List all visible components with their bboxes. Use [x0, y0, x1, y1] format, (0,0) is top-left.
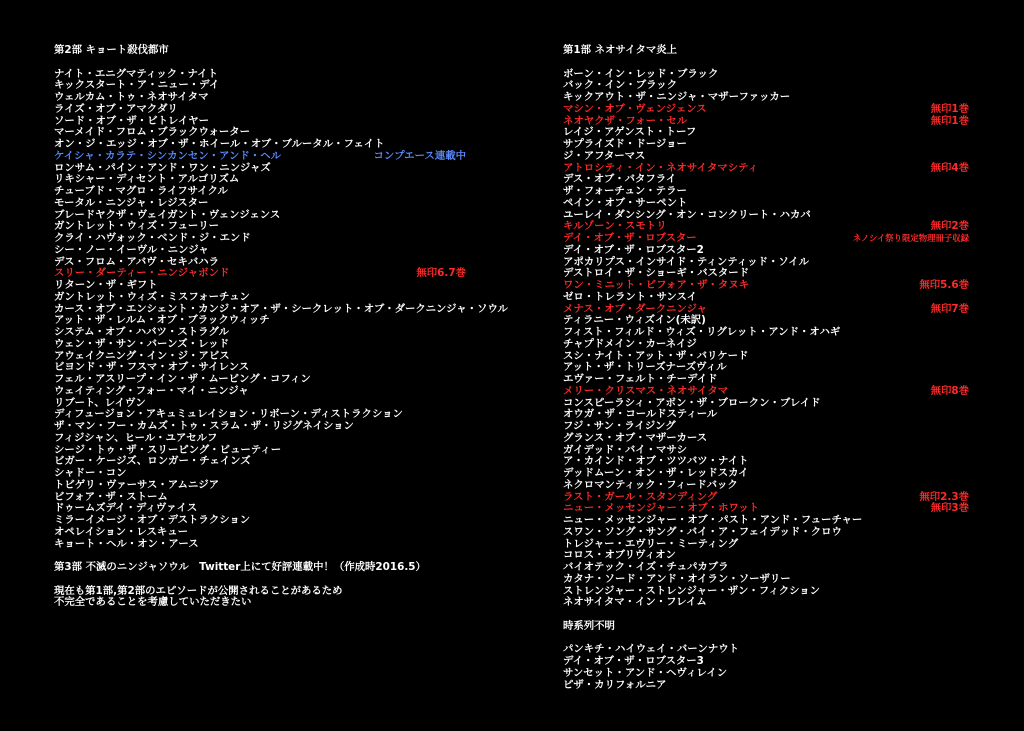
episode-title: ガントレット・ウィズ・フューリー [54, 220, 220, 233]
episode-title: デス・フロム・アバヴ・セキバハラ [54, 255, 220, 268]
part2-heading: 第2部 キョート殺伐都市 [54, 44, 169, 56]
episode-title: マシン・オブ・ヴェンジェンス [563, 102, 707, 115]
episode-title: リブート、レイヴン [54, 396, 146, 409]
volume-note: 無印3巻 [930, 502, 969, 515]
episode-item [563, 597, 983, 609]
episode-title: ガイデッド・バイ・マサシ [563, 443, 687, 456]
episode-title: オン・ジ・エッジ・オブ・ザ・ホイール・オブ・ブルータル・フェイト [54, 138, 385, 150]
episode-item [563, 680, 983, 692]
episode-title: デストロイ・ザ・ショーギ・バスタード [563, 267, 750, 280]
episode-title: バイオテック・イズ・チュパカブラ [563, 561, 729, 573]
episode-title: ワン・ミニット・ビフォア・ザ・タヌキ [563, 279, 750, 291]
episode-title: ディフュージョン・アキュミュレイション・リボーン・ディストラクション [54, 408, 403, 421]
episode-title: ドゥームズデイ・ディヴァイス [54, 502, 198, 515]
episode-title: オペレイション・レスキュー [54, 525, 189, 538]
episode-title: キョート・ヘル・オン・アース [54, 537, 199, 550]
episode-title: レイジ・アゲンスト・トーフ [563, 126, 697, 139]
episode-title: リキシャー・ディセント・アルゴリズム [54, 173, 240, 186]
footnote-line-1: 現在も第1部,第2部のエピソードが公開されることがあるため [54, 584, 343, 597]
unknown-heading: 時系列不明 [563, 619, 615, 632]
episode-title: カタナ・ソード・アンド・オイラン・ソーザリー [563, 572, 791, 585]
episode-title: フィジシャン、ヒール・ユアセルフ [54, 431, 218, 444]
episode-title: ネオサイタマ・イン・フレイム [563, 596, 707, 609]
episode-title: ストレンジャー・ストレンジャー・ザン・フィクション [563, 584, 821, 597]
episode-title: メナス・オブ・ダークニンジャ [563, 302, 708, 315]
episode-title: ユーレイ・ダンシング・オン・コンクリート・ハカバ [563, 208, 811, 221]
episode-title: スリー・ダーティー・ニンジャボンド [54, 267, 230, 280]
episode-title: システム・オブ・ハバツ・ストラグル [54, 326, 229, 338]
episode-title: パンキチ・ハイウェイ・バーンナウト [563, 643, 740, 656]
episode-title: シー・ノー・イーヴル・ニンジャ [54, 243, 209, 256]
volume-note: 無印5.6巻 [919, 279, 969, 291]
episode-title: メリー・クリスマス・ネオサイタマ [563, 384, 729, 397]
episode-title: スシ・ナイト・アット・ザ・バリケード [563, 349, 749, 362]
episode-title: ピザ・カリフォルニア [563, 678, 667, 691]
episode-title: フィスト・フィルド・ウィズ・リグレット・アンド・オハギ [563, 326, 841, 338]
left-column [54, 44, 508, 609]
episode-title: ウェン・ザ・サン・バーンズ・レッド [54, 337, 230, 350]
footnote-line-2: 不完全であることを考慮していただきたい [54, 596, 252, 609]
volume-note: 無印1巻 [930, 102, 969, 115]
episode-title: ビフォア・ザ・ストーム [54, 490, 168, 503]
episode-title: オウガ・ザ・コールドスティール [563, 408, 718, 421]
episode-title: ア・カインド・オブ・ツツバツ・ナイト [563, 455, 749, 468]
volume-note: 無印7巻 [930, 302, 969, 315]
episode-title: デイ・オブ・ザ・ロブスター [563, 232, 697, 244]
episode-title: ティラニー・ウィズイン(未訳) [563, 314, 706, 327]
episode-title: ロンサム・パイン・アンド・ワン・ニンジャズ [54, 161, 271, 174]
episode-title: チューブド・マグロ・ライフサイクル [54, 185, 228, 197]
part1-episode-list [563, 69, 983, 610]
episode-title: コンスピーラシィ・アボン・ザ・ブロークン・ブレイド [563, 396, 821, 409]
episode-title: ニュー・メッセンジャー・オブ・ホワット [563, 502, 760, 515]
volume-note: コンプエース連載中 [373, 149, 466, 162]
episode-title: シャドー・コン [54, 467, 127, 479]
episode-title: デイ・オブ・ザ・ロブスター3 [563, 655, 704, 667]
episode-title: トレジャー・エヴリー・ミーティング [563, 537, 739, 550]
part2-episode-list [54, 67, 508, 551]
episode-title: ビガー・ケージズ、ロンガー・チェインズ [54, 455, 251, 468]
volume-note: 無印8巻 [930, 384, 969, 397]
episode-title: ウェルカム・トゥ・ネオサイタマ [54, 91, 209, 103]
episode-title: カース・オブ・エンシェント・カンジ・オア・ザ・シークレット・オブ・ダークニンジャ・ソウル [54, 302, 508, 315]
episode-title: ボーン・イン・レッド・ブラック [563, 67, 719, 80]
episode-title: ガントレット・ウィズ・ミスフォーチュン [54, 290, 250, 303]
episode-title: ジ・アフターマス [563, 149, 646, 162]
episode-title: キルゾーン・スモトリ [563, 220, 667, 233]
episode-title: アポカリプス・インサイド・ティンティッド・ソイル [563, 255, 810, 268]
episode-title: ミラーイメージ・オブ・デストラクション [54, 514, 251, 526]
episode-title: ナイト・エニグマティック・ナイト [54, 67, 218, 80]
episode-title: アット・ザ・レルム・オブ・ブラックウィッチ [54, 314, 270, 327]
episode-title: ニュー・メッセンジャー・オブ・パスト・アンド・フューチャー [563, 514, 863, 526]
episode-title: マーメイド・フロム・ブラックウォーター [54, 126, 251, 139]
episode-title: アウェイクニング・イン・ジ・アビス [54, 349, 230, 362]
episode-title: ラスト・ガール・スタンディング [563, 490, 718, 503]
episode-title: チャプドメイン・カーネイジ [563, 337, 697, 350]
episode-title: ライズ・オブ・アマクダリ [54, 102, 178, 115]
episode-title: モータル・ニンジャ・レジスター [54, 196, 209, 209]
episode-title: ゼロ・トレラント・サンスイ [563, 290, 698, 303]
volume-note: 無印2.3巻 [919, 490, 969, 503]
volume-note: 無印1巻 [930, 114, 969, 127]
unknown-episode-list [563, 644, 983, 691]
right-column [563, 45, 983, 691]
episode-title: トビゲリ・ヴァーサス・アムニジア [54, 478, 220, 491]
episode-title: フジ・サン・ライジング [563, 420, 676, 432]
episode-title: スワン・ソング・サング・バイ・ア・フェイデッド・クロウ [563, 525, 842, 538]
episode-title: フェル・アスリープ・イン・ザ・ムービング・コフィン [54, 373, 311, 385]
episode-title: グランス・オブ・マザーカース [563, 431, 708, 444]
volume-note: 無印6.7巻 [416, 267, 466, 280]
episode-title: キックスタート・ア・ニュー・デイ [54, 79, 220, 92]
volume-note: 無印2巻 [930, 220, 969, 233]
episode-title: リターン・ザ・ギフト [54, 279, 158, 291]
volume-note: 無印4巻 [930, 161, 969, 174]
episode-title: ビヨンド・ザ・フスマ・オブ・サイレンス [54, 361, 250, 374]
part3-line: 第3部 不滅のニンジャソウル Twitter上にて好評連載中！（作成時2016.5） [54, 561, 426, 573]
episode-title: アット・ザ・トリーズナーズヴィル [563, 361, 727, 374]
episode-title: ケイシャ・カラテ・シンカンセン・アンド・ヘル [54, 149, 281, 162]
episode-title: ソード・オブ・ザ・ビトレイヤー [54, 114, 210, 127]
episode-title: ザ・マン・フー・カムズ・トゥ・スラム・ザ・リジグネイション [54, 420, 354, 432]
episode-title: ウェイティング・フォー・マイ・ニンジャ [54, 384, 249, 397]
episode-title: アトロシティ・イン・ネオサイタマシティ [563, 161, 759, 174]
episode-title: デス・オブ・バタフライ [563, 173, 677, 186]
episode-title: サプライズド・ドージョー [563, 138, 687, 150]
episode-title: シージ・トゥ・ザ・スリーピング・ビューティー [54, 443, 282, 456]
episode-title: キックアウト・ザ・ニンジャ・マザーファッカー [563, 91, 791, 103]
episode-title: ネクロマンティック・フィードバック [563, 478, 738, 491]
episode-title: デッドムーン・オン・ザ・レッドスカイ [563, 467, 749, 479]
volume-note: ネノシイ祭り限定物理冊子収録 [852, 233, 969, 243]
episode-title: ブレードヤクザ・ヴェイガント・ヴェンジェンス [54, 208, 281, 221]
part1-heading: 第1部 ネオサイタマ炎上 [563, 44, 678, 56]
episode-title: ネオヤクザ・フォー・セル [563, 114, 688, 127]
episode-title: ザ・フォーチュン・テラー [563, 185, 687, 197]
episode-title: エヴァー・フェルト・チーデイド [563, 373, 718, 385]
episode-title: クライ・ハヴォック・ベンド・ジ・エンド [54, 232, 251, 244]
episode-title: デイ・オブ・ザ・ロブスター2 [563, 243, 704, 256]
episode-item [54, 539, 474, 551]
episode-title: コロス・オブリヴィオン [563, 549, 676, 562]
episode-title: バック・イン・ブラック [563, 79, 678, 92]
episode-title: サンセット・アンド・ヘヴィレイン [563, 666, 728, 679]
episode-title: ペイン・オブ・サーペント [563, 196, 688, 209]
